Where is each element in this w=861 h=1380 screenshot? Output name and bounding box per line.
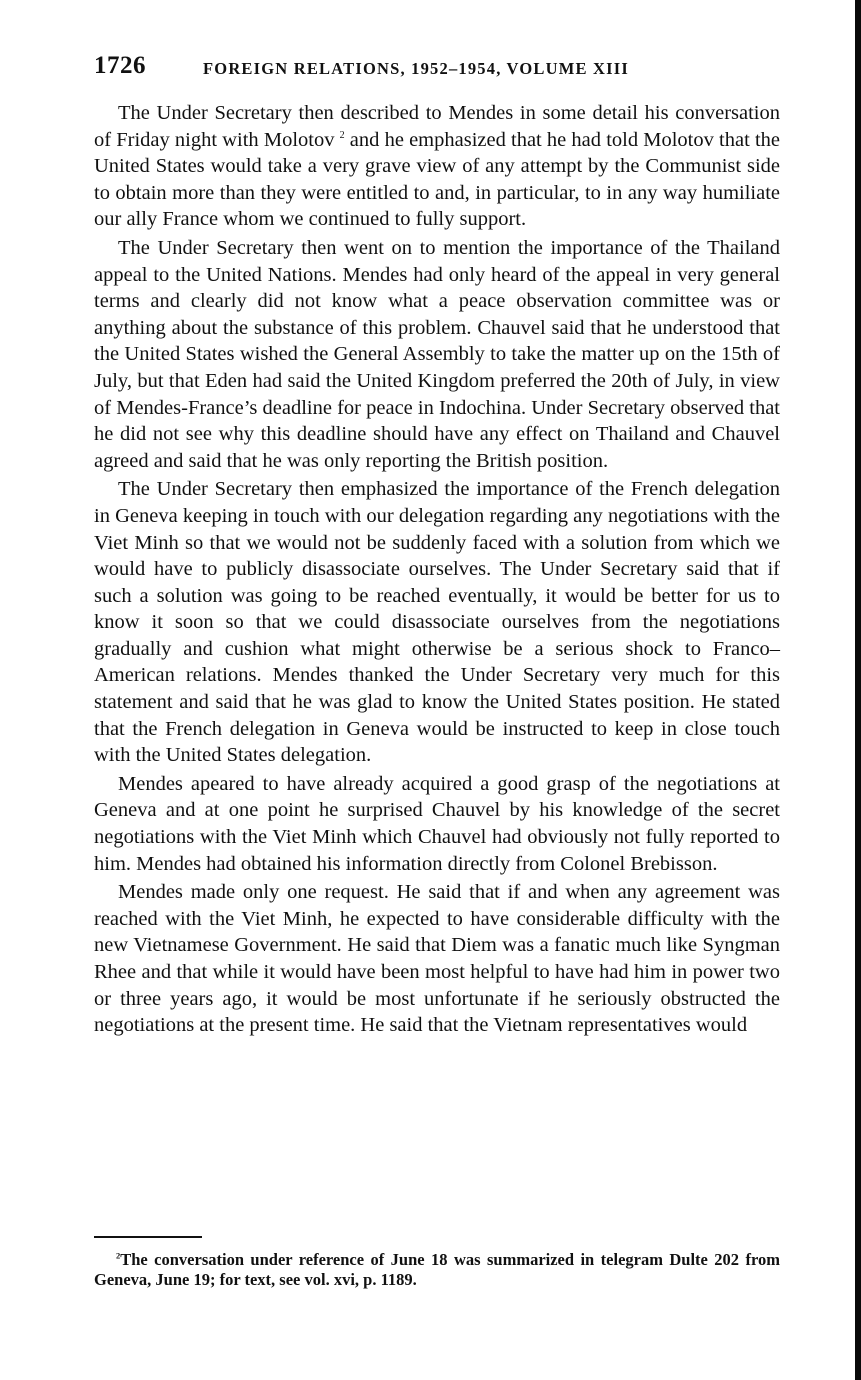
paragraph-1-text: The Under Secretary then described to Mendes in some detail his conversation of Friday night with Molotov	[94, 102, 780, 151]
running-head: FOREIGN RELATIONS, 1952–1954, VOLUME XIII	[203, 59, 629, 78]
paragraph-1-continuation: and he emphasized that he had told Molotov that the United States would take a very grave view of any attempt by the Communist side to obtain more than they were entitled to and, in particular, to in any way humiliate our ally France whom we continued to fully support.	[94, 128, 780, 231]
page-edge	[855, 0, 861, 1380]
footnote-marker: 2	[116, 1250, 121, 1261]
body-text	[94, 100, 780, 1039]
paragraph-1	[94, 100, 780, 233]
page-number: 1726	[94, 52, 146, 79]
paragraph-4: Mendes apeared to have already acquired a good grasp of the negotiations at Geneva and at one point he surprised Chauvel by his knowledge of the secret negotiations with the Viet Minh which Chauvel had obviously not fully reported to him. Mendes had obtained his information directly from Colonel Brebisson.	[94, 772, 780, 875]
footnote-divider	[94, 1236, 202, 1238]
footnote-text: The conversation under reference of June 18 was summarized in telegram Dulte 202 from Geneva, June 19; for text, see vol. xvi, p. 1189.	[94, 1250, 780, 1289]
paragraph-3: The Under Secretary then emphasized the importance of the French delegation in Geneva keeping in touch with our delegation regarding any negotiations with the Viet Minh so that we would not be suddenly faced with a solution from which we would have to publicly disassociate ourselves. The Under Secretary said that if such a solution was going to be reached eventually, it would be better for us to know it soon so that we could disassociate ourselves from the negotiations gradually and cushion what might otherwise be a serious shock to Franco–American relations. Mendes thanked the Under Secretary very much for this statement and said that he was glad to know the United States position. He stated that the French delegation in Geneva would be instructed to keep in close touch with the United States delegation.	[94, 478, 780, 767]
footnote-reference: 2	[339, 129, 345, 141]
footnote	[94, 1250, 780, 1290]
paragraph-5: Mendes made only one request. He said that if and when any agreement was reached with the Viet Minh, he expected to have considerable difficulty with the new Vietnamese Government. He said that Diem was a fanatic much like Syngman Rhee and that while it would have been most helpful to have had him in power two or three years ago, it would be most unfortunate if he seriously obstructed the negotiations at the present time. He said that the Vietnam representatives would	[94, 881, 780, 1037]
page-header	[94, 52, 794, 86]
paragraph-2: The Under Secretary then went on to mention the importance of the Thailand appeal to the United Nations. Mendes had only heard of the appeal in very general terms and clearly did not know what a peace observation committee was or anything about the substance of this problem. Chauvel said that he understood that the United States wished the General Assembly to take the matter up on the 15th of July, but that Eden had said the United Kingdom preferred the 20th of July, in view of Mendes-France’s deadline for peace in Indochina. Under Secretary observed that he did not see why this deadline should have any effect on Thailand and Chauvel agreed and said that he was only reporting the British position.	[94, 236, 780, 472]
